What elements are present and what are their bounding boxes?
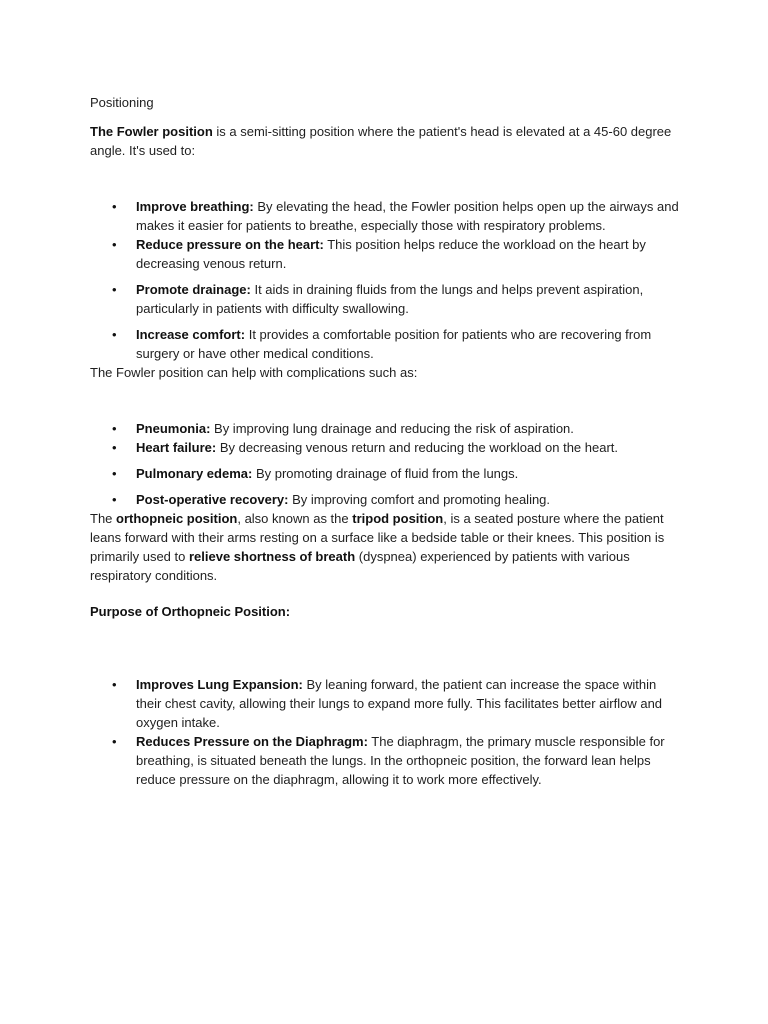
list-item — [90, 280, 680, 318]
list-item-text: This position helps reduce the workload on the heart by decreasing venous return. — [136, 237, 646, 271]
orthopneic-paragraph — [90, 509, 680, 585]
list-item-label: Increase comfort: — [136, 327, 246, 342]
list-item-text: By decreasing venous return and reducing the workload on the heart. — [216, 440, 619, 455]
list-item — [90, 438, 680, 457]
list-item-text: It provides a comfortable position for patients who are recovering from surgery or have other medical conditions. — [136, 327, 652, 361]
list-item-text: The diaphragm, the primary muscle responsible for breathing, is situated beneath the lungs. In the orthopneic position, the forward lean helps reduce pressure on the diaphragm, allowing it to work more effectively. — [136, 734, 665, 787]
list-item-text: By promoting drainage of fluid from the lungs. — [252, 466, 519, 481]
list-item — [90, 675, 680, 732]
list-item — [90, 235, 680, 273]
purpose-heading-text: Purpose of Orthopneic Position: — [90, 604, 291, 619]
fowler-term: The Fowler position — [90, 124, 213, 139]
relieve-breath-term: relieve shortness of breath — [188, 549, 356, 564]
list-item-label: Improves Lung Expansion: — [136, 677, 303, 692]
list-item — [90, 325, 680, 363]
list-item-label: Post-operative recovery: — [136, 492, 289, 507]
orthopneic-text: , is a seated posture where the patient leans forward with their arms resting on a surface like a bedside table or their knees. This position is primarily used to — [90, 511, 665, 564]
fowler-intro-text: is a semi-sitting position where the patient's head is elevated at a 45-60 degree angle. It's used to: — [90, 124, 672, 158]
list-item-label: Reduces Pressure on the Diaphragm: — [136, 734, 368, 749]
list-item — [90, 197, 680, 235]
list-item-label: Promote drainage: — [136, 282, 251, 297]
list-item-text: By improving comfort and promoting healing. — [288, 492, 551, 507]
fowler-uses-list — [90, 197, 680, 363]
list-item-label: Improve breathing: — [136, 199, 254, 214]
orthopneic-text: , also known as the — [237, 511, 353, 526]
list-item-text: By leaning forward, the patient can increase the space within their chest cavity, allowing their lungs to expand more fully. This facilitates better airflow and oxygen intake. — [136, 677, 663, 730]
purposes-list — [90, 675, 680, 789]
list-item-label: Reduce pressure on the heart: — [136, 237, 324, 252]
orthopneic-text: (dyspnea) experienced by patients with various respiratory conditions. — [90, 549, 630, 583]
list-item — [90, 490, 680, 509]
list-item-label: Pulmonary edema: — [136, 466, 253, 481]
orthopneic-term: orthopneic position — [116, 511, 238, 526]
purpose-heading — [90, 602, 680, 621]
list-item-text: It aids in draining fluids from the lungs and helps prevent aspiration, particularly in patients with difficulty swallowing. — [136, 282, 644, 316]
list-item — [90, 732, 680, 789]
list-item — [90, 419, 680, 438]
list-item — [90, 464, 680, 483]
list-item-label: Heart failure: — [136, 440, 217, 455]
list-item-text: By elevating the head, the Fowler position helps open up the airways and makes it easier for patients to breathe, especially those with respiratory problems. — [136, 199, 679, 233]
list-item-label: Pneumonia: — [136, 421, 211, 436]
list-item-text: By improving lung drainage and reducing the risk of aspiration. — [210, 421, 574, 436]
document-page — [90, 93, 680, 789]
orthopneic-text: The — [90, 511, 117, 526]
fowler-intro-paragraph — [90, 122, 680, 160]
complications-list — [90, 419, 680, 509]
document-title: Positioning — [90, 95, 154, 110]
tripod-term: tripod position — [352, 511, 444, 526]
complications-intro: The Fowler position can help with complications such as: — [90, 365, 418, 380]
